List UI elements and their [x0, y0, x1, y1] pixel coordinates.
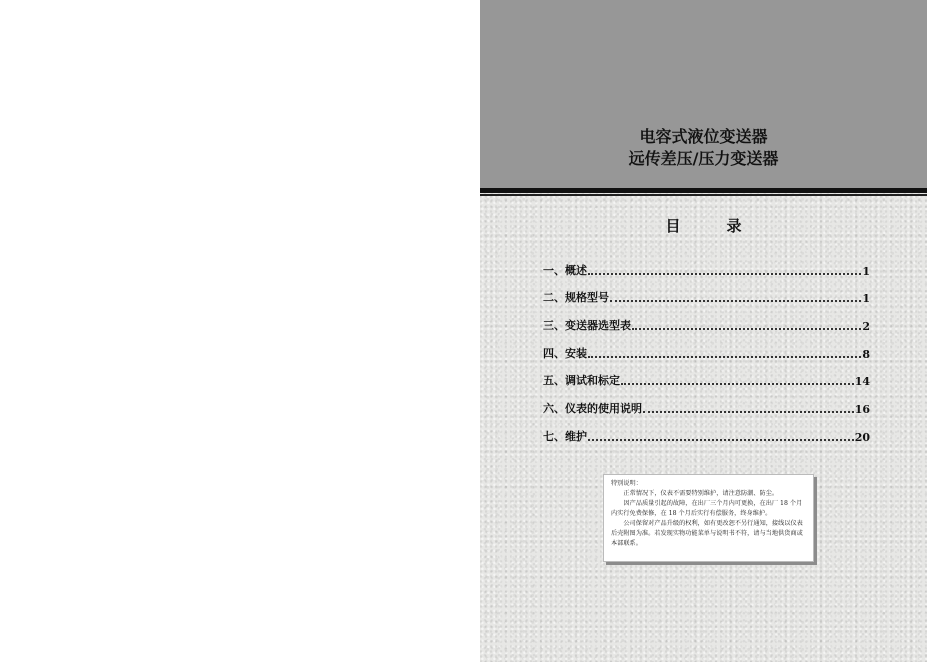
toc-entry-label: 四、安装 [543, 346, 587, 360]
toc-entry-maintenance[interactable] [543, 416, 870, 444]
notice-paragraph: 正常情况下，仪表不需要特别维护，请注意防潮、防尘。 [623, 490, 779, 497]
toc-page-number: 1 [862, 292, 870, 306]
toc-heading: 目录 [665, 217, 788, 235]
toc-dot-leader [610, 294, 861, 302]
toc-dot-leader [588, 433, 854, 441]
toc-page-number: 2 [862, 320, 870, 334]
toc-entry-specifications[interactable] [543, 278, 870, 306]
toc-entry-label: 一、概述 [543, 263, 587, 277]
toc-page-number: 20 [854, 430, 870, 444]
toc-dot-leader [588, 267, 861, 275]
notice-title: 特别说明： [611, 480, 642, 487]
toc-dot-leader [621, 377, 854, 385]
special-notice-box [603, 474, 814, 562]
toc-entry-usage[interactable] [543, 388, 870, 416]
notice-paragraph: 因产品质量引起的故障，在出厂三个月内可更换，在出厂 18 个月内实行免费保修，在 18 个月后实行有偿服务，终身维护。 [611, 500, 803, 517]
product-title-line2: 远传差压/压力变送器 [628, 149, 779, 168]
toc-dot-leader [632, 322, 861, 330]
toc-entry-label: 五、调试和标定 [543, 374, 620, 388]
toc-page-number: 14 [854, 375, 870, 389]
notice-paragraph: 公司保留对产品升级的权利，如有更改恕不另行通知，接线以仪表后壳附图为准。若发现实物功能菜单与说明书不符，请与当地供货商或本部联系。 [611, 520, 803, 547]
toc-page-number: 1 [862, 264, 870, 278]
header-divider-thin [480, 194, 927, 196]
toc-page-number: 16 [854, 403, 870, 417]
toc-entry-selection-table[interactable] [543, 305, 870, 333]
toc-entry-overview[interactable] [543, 250, 870, 278]
toc-entry-label: 六、仪表的使用说明 [543, 402, 642, 416]
product-title-line1: 电容式液位变送器 [639, 127, 768, 146]
toc-page-number: 8 [862, 347, 870, 361]
toc-entry-label: 二、规格型号 [543, 291, 609, 305]
toc-entry-installation[interactable] [543, 333, 870, 361]
manual-cover-page [480, 0, 927, 662]
toc-entry-calibration[interactable] [543, 361, 870, 389]
table-of-contents [543, 250, 870, 444]
header-band [480, 0, 927, 188]
toc-dot-leader [643, 405, 854, 413]
header-divider-thick [480, 188, 927, 193]
toc-entry-label: 三、变送器选型表 [543, 319, 631, 333]
toc-dot-leader [588, 350, 861, 358]
toc-entry-label: 七、维护 [543, 429, 587, 443]
